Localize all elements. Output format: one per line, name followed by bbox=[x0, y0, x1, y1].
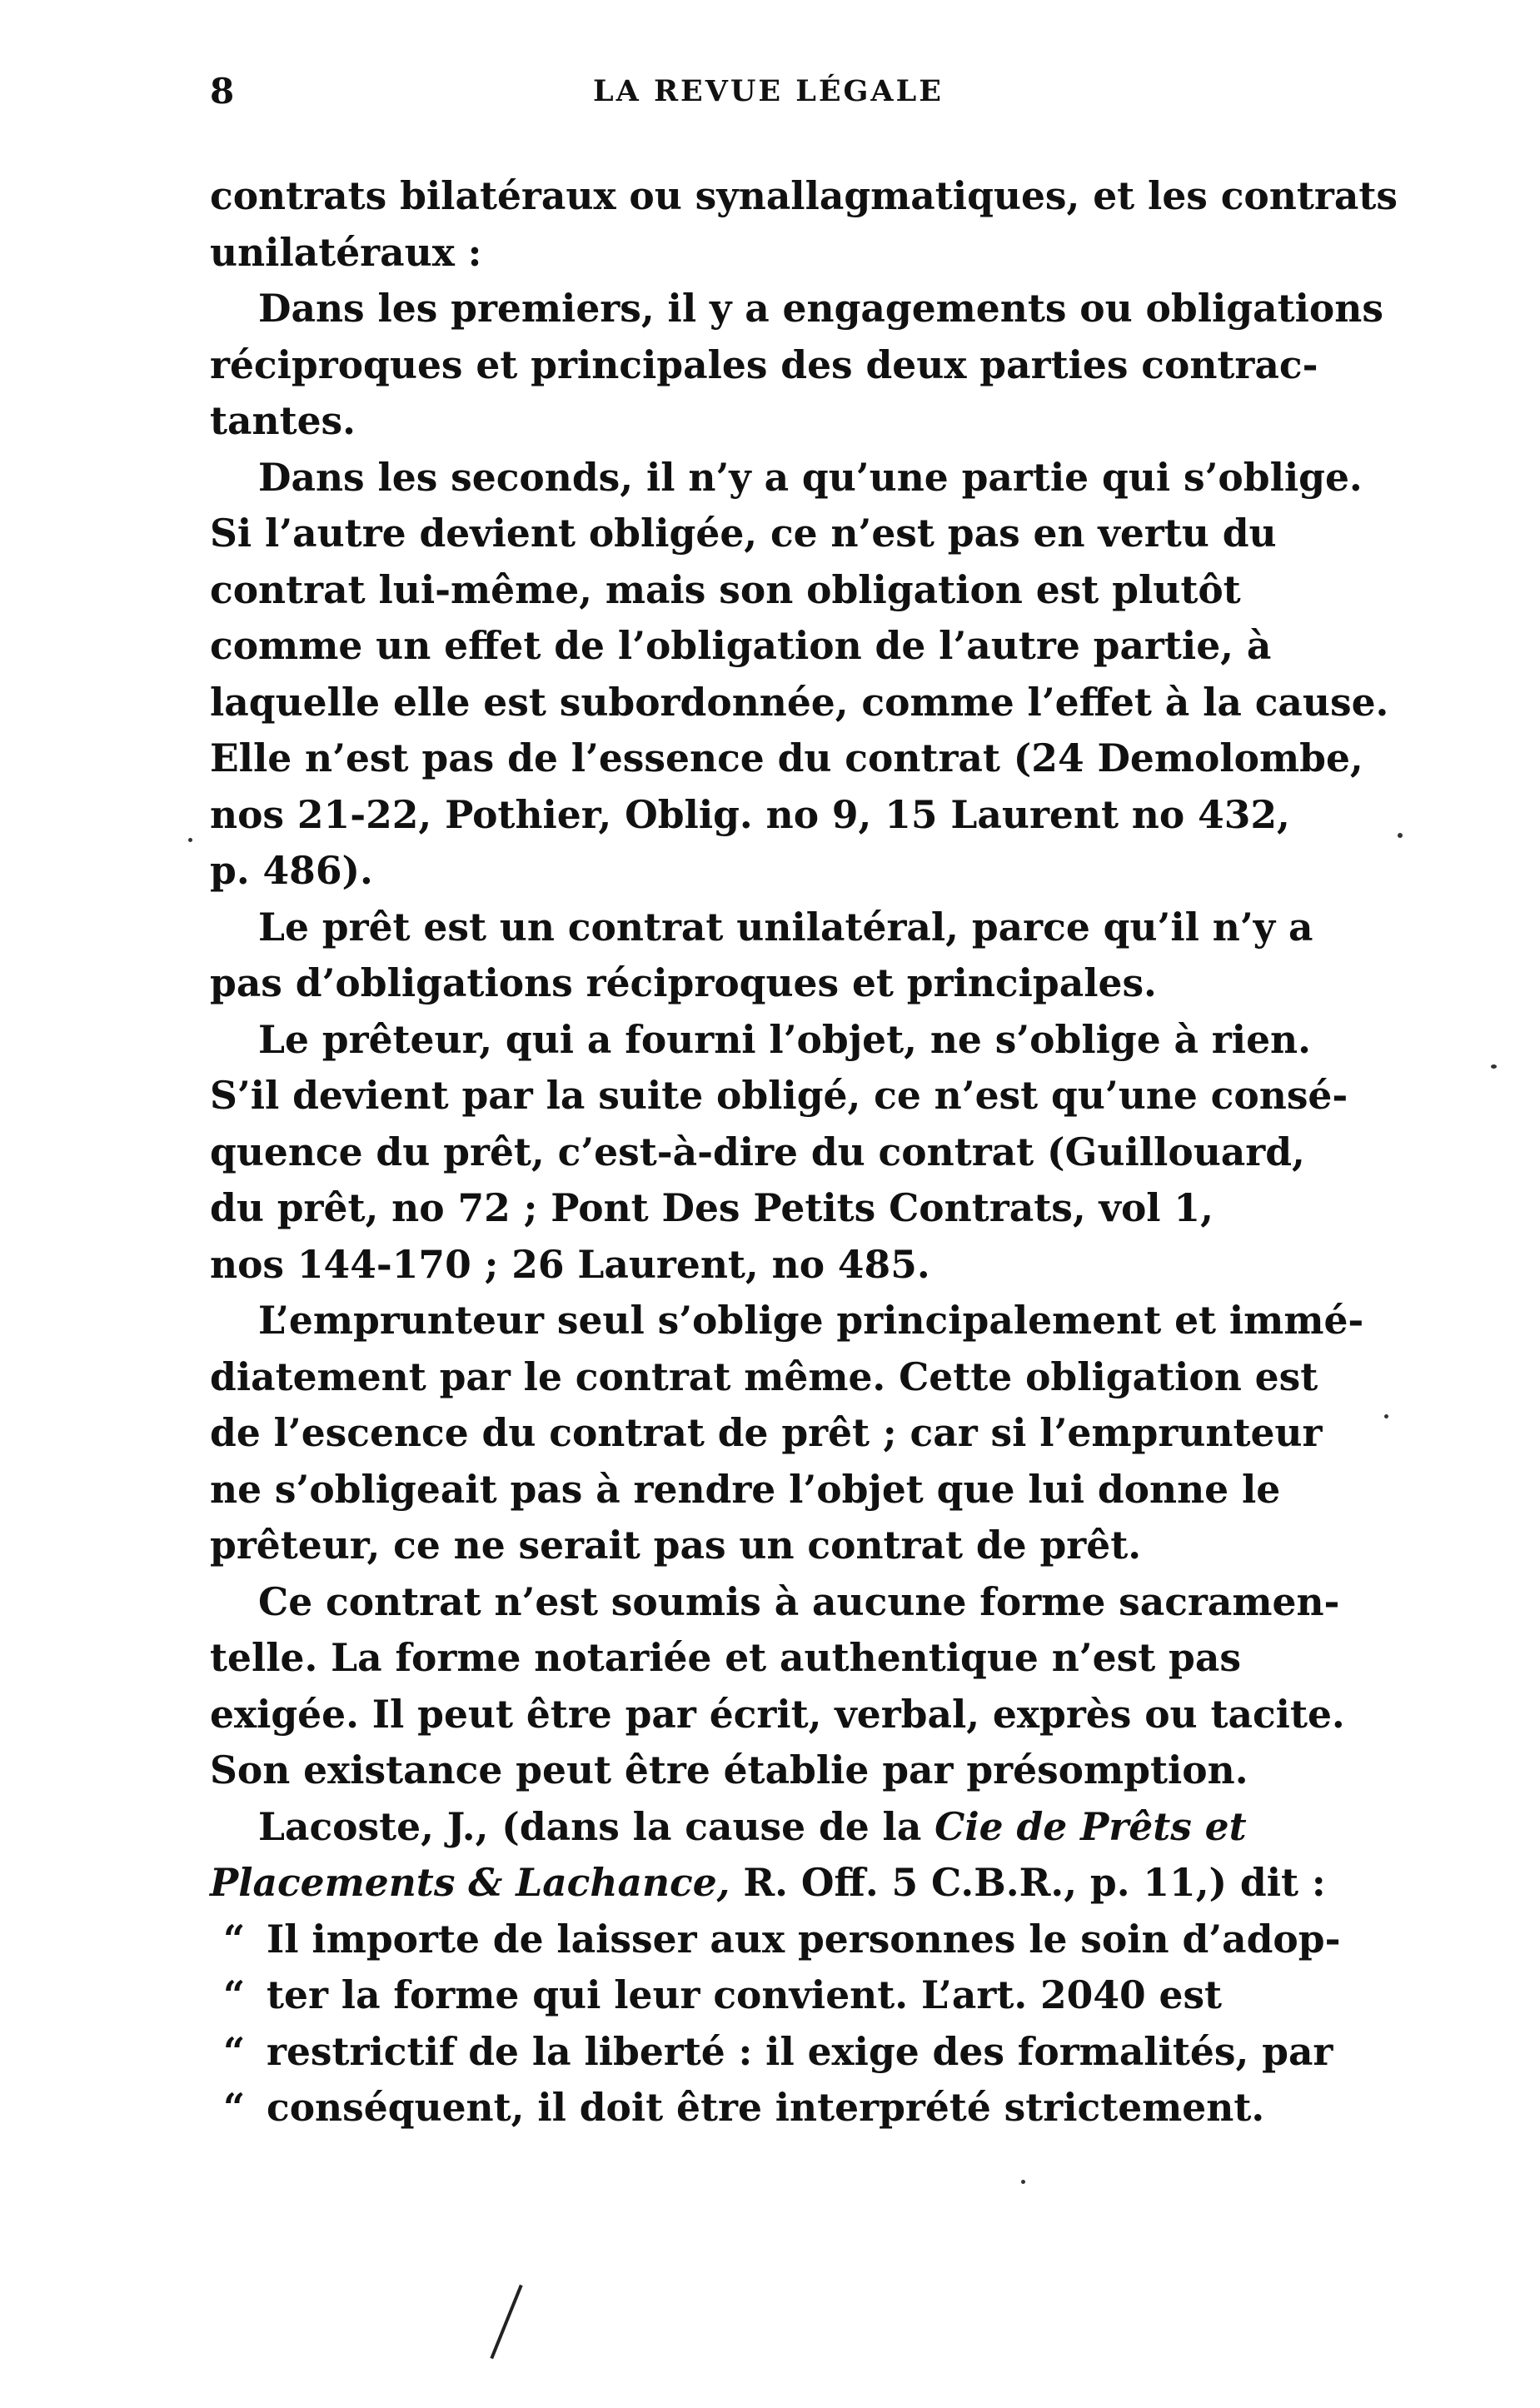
quote-mark: “ bbox=[223, 2028, 246, 2074]
quote-text: restrictif de la liberté : il exige des formalités, par bbox=[267, 2028, 1333, 2074]
text-line: Son existance peut être établie par présomption. bbox=[210, 1747, 1248, 1792]
running-head bbox=[210, 67, 1384, 117]
citation-prefix: Lacoste, J., (dans la cause de la bbox=[258, 1803, 935, 1849]
text-line: L’emprunteur seul s’oblige principalement et immé- bbox=[258, 1298, 1364, 1343]
text-line: tantes. bbox=[210, 398, 356, 443]
text-line: unilatéraux : bbox=[210, 229, 482, 275]
text-line: telle. La forme notariée et authentique n’est pas bbox=[210, 1635, 1241, 1680]
text-line: du prêt, no 72 ; Pont Des Petits Contrats, vol 1, bbox=[210, 1185, 1214, 1230]
text-line: Le prêteur, qui a fourni l’objet, ne s’oblige à rien. bbox=[258, 1016, 1311, 1062]
scan-speck bbox=[188, 838, 192, 842]
body-text bbox=[210, 168, 1398, 2136]
text-line: Le prêt est un contrat unilatéral, parce qu’il n’y a bbox=[258, 904, 1313, 950]
text-line bbox=[210, 1855, 1384, 1912]
text-line: réciproques et principales des deux parties contrac- bbox=[210, 342, 1318, 387]
quote-text: conséquent, il doit être interprété strictement. bbox=[267, 2085, 1265, 2130]
text-line: exigée. Il peut être par écrit, verbal, exprès ou tacite. bbox=[210, 1691, 1345, 1737]
text-line: comme un effet de l’obligation de l’autre partie, à bbox=[210, 623, 1272, 668]
text-line: Dans les premiers, il y a engagements ou obligations bbox=[258, 286, 1383, 331]
quote-line bbox=[223, 1967, 1384, 2024]
text-line: S’il devient par la suite obligé, ce n’est qu’une consé- bbox=[210, 1073, 1348, 1118]
text-line bbox=[210, 1799, 1384, 1856]
quote-mark: “ bbox=[223, 1972, 246, 2017]
text-line: Elle n’est pas de l’essence du contrat (24 Demolombe, bbox=[210, 735, 1363, 780]
quote-line bbox=[223, 1912, 1384, 1968]
quote-text: ter la forme qui leur convient. L’art. 2040 est bbox=[267, 1972, 1223, 2017]
quote-line bbox=[223, 2024, 1384, 2081]
citation-paragraph bbox=[210, 1799, 1384, 1912]
paragraph bbox=[210, 168, 1398, 281]
text-line: Dans les seconds, il n’y a qu’une partie qui s’oblige. bbox=[258, 454, 1363, 500]
text-line: quence du prêt, c’est-à-dire du contrat (Guillouard, bbox=[210, 1129, 1305, 1174]
case-name: Cie de Prêts et bbox=[934, 1803, 1247, 1849]
paragraph bbox=[210, 1574, 1384, 1799]
text-line: contrats bilatéraux ou synallagmatiques, et les contrats bbox=[210, 173, 1398, 218]
text-line: de l’escence du contrat de prêt ; car si l’emprunteur bbox=[210, 1410, 1323, 1455]
paragraph bbox=[210, 1012, 1384, 1294]
paragraph bbox=[210, 281, 1384, 450]
text-line: nos 144-170 ; 26 Laurent, no 485. bbox=[210, 1241, 930, 1287]
quote-line bbox=[223, 2080, 1384, 2136]
scan-speck bbox=[1398, 833, 1403, 838]
text-line: nos 21-22, Pothier, Oblig. no 9, 15 Laurent no 432, bbox=[210, 791, 1290, 837]
case-name: Placements & Lachance, bbox=[210, 1860, 730, 1905]
scan-speck bbox=[1384, 1414, 1388, 1418]
text-line: prêteur, ce ne serait pas un contrat de prêt. bbox=[210, 1523, 1142, 1568]
quote-mark: “ bbox=[223, 1916, 246, 1962]
paragraph bbox=[210, 450, 1389, 900]
scan-speck bbox=[1491, 1064, 1497, 1069]
paragraph bbox=[210, 900, 1384, 1012]
quote-mark: “ bbox=[223, 2085, 246, 2130]
quote-text: Il importe de laisser aux personnes le soin d’adop- bbox=[267, 1916, 1341, 1962]
text-line: Ce contrat n’est soumis à aucune forme sacramen- bbox=[258, 1578, 1340, 1624]
text-line: ne s’obligeait pas à rendre l’objet que lui donne le bbox=[210, 1466, 1281, 1512]
pencil-mark bbox=[490, 2285, 522, 2360]
journal-title: LA REVUE LÉGALE bbox=[593, 74, 944, 108]
text-line: laquelle elle est subordonnée, comme l’effet à la cause. bbox=[210, 679, 1389, 725]
scan-speck bbox=[1021, 2180, 1025, 2184]
block-quote bbox=[223, 1912, 1384, 2136]
citation-suffix: R. Off. 5 C.B.R., p. 11,) dit : bbox=[730, 1860, 1326, 1905]
text-line: p. 486). bbox=[210, 848, 373, 893]
text-line: contrat lui-même, mais son obligation est plutôt bbox=[210, 566, 1241, 612]
text-line: Si l’autre devient obligée, ce n’est pas en vertu du bbox=[210, 511, 1277, 556]
paragraph bbox=[210, 1293, 1384, 1574]
page-number: 8 bbox=[210, 71, 235, 112]
page bbox=[210, 67, 1398, 2136]
text-line: diatement par le contrat même. Cette obligation est bbox=[210, 1354, 1318, 1399]
text-line: pas d’obligations réciproques et principales. bbox=[210, 960, 1157, 1005]
